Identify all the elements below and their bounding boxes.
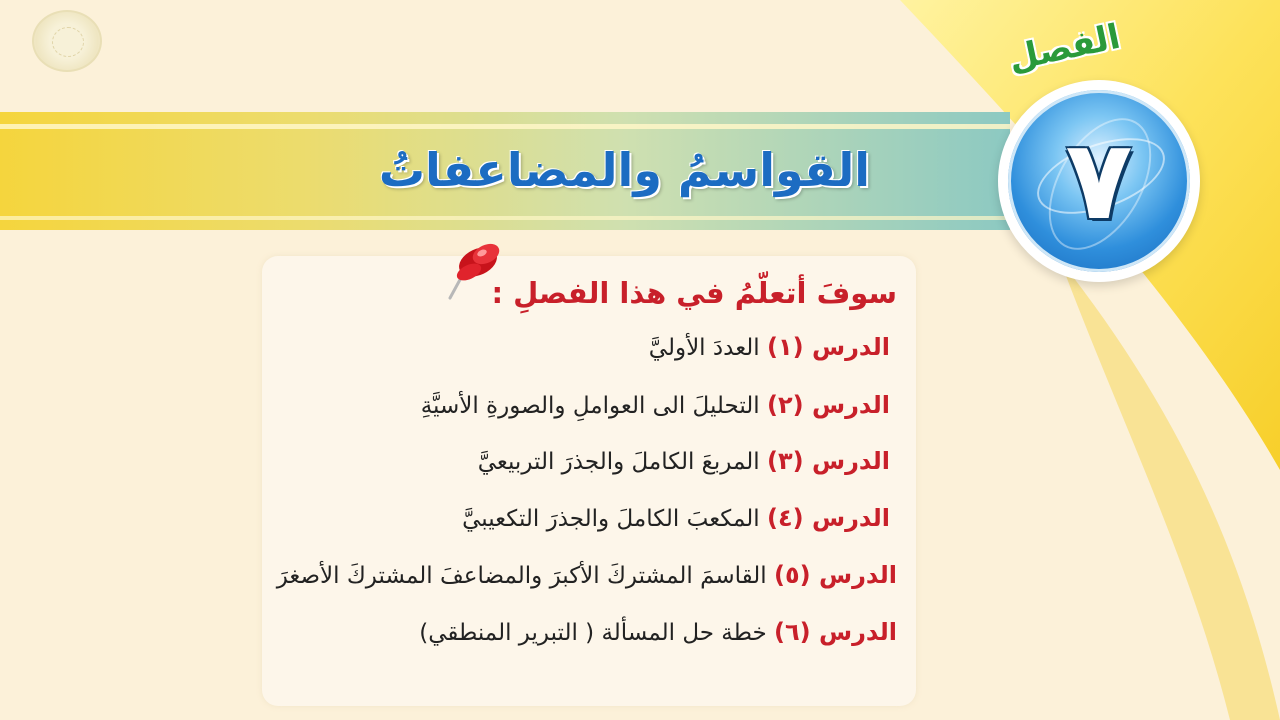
lesson-label: الدرس (٥)	[774, 561, 897, 589]
lesson-label: الدرس (٦)	[774, 618, 897, 646]
lesson-title: القاسمَ المشتركَ الأكبرَ والمضاعفَ المشتركَ الأصغرَ	[276, 563, 767, 589]
lesson-item	[649, 333, 890, 361]
lesson-title: المربعَ الكاملَ والجذرَ التربيعيَّ	[477, 449, 760, 475]
lesson-label: الدرس (٢)	[767, 391, 890, 419]
lesson-title: التحليلَ الى العواملِ والصورةِ الأسيَّةِ	[420, 393, 760, 419]
intro-heading: سوفَ أتعلّمُ في هذا الفصلِ :	[491, 276, 897, 310]
lesson-label: الدرس (٣)	[767, 447, 890, 475]
chapter-word: الفصل	[1005, 16, 1124, 80]
lesson-title: العددَ الأوليَّ	[648, 335, 760, 361]
chapter-badge	[998, 80, 1200, 282]
page-title: القواسمُ والمضاعفاتُ	[378, 143, 870, 197]
lesson-item	[478, 447, 890, 475]
lesson-label: الدرس (٤)	[767, 504, 890, 532]
lesson-title: المكعبَ الكاملَ والجذرَ التكعيبيَّ	[462, 506, 760, 532]
lesson-label: الدرس (١)	[767, 333, 890, 361]
lesson-item	[419, 618, 897, 646]
emblem-logo	[32, 10, 102, 72]
lesson-item	[462, 504, 890, 532]
globe-badge	[1008, 90, 1190, 272]
lesson-title: خطة حل المسألة ( التبرير المنطقي)	[419, 620, 767, 646]
lesson-item	[277, 561, 897, 589]
lesson-item	[421, 391, 890, 419]
chapter-number: ٧	[1065, 116, 1133, 244]
